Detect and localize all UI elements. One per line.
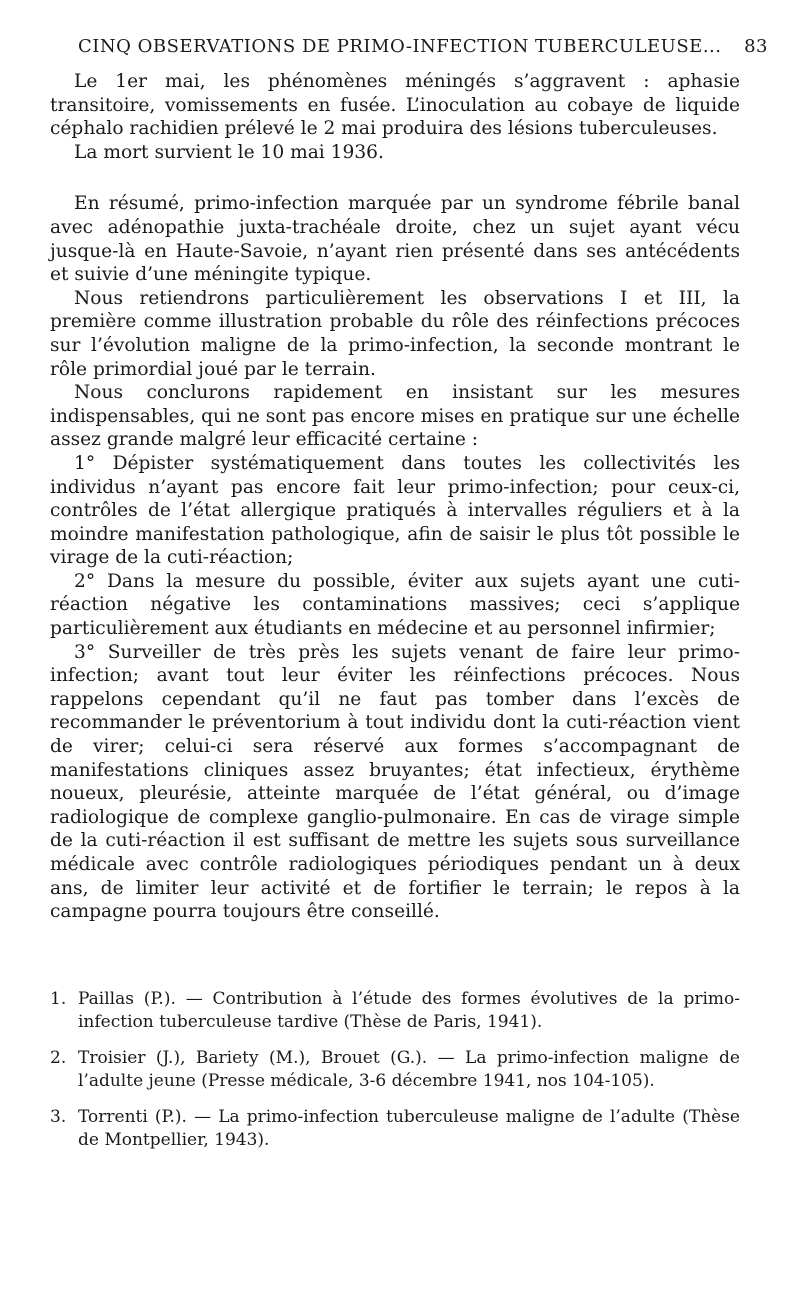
paragraph: Nous retiendrons particulièrement les observations I et III, la première comme illustration probable du rôle des réinfections précoces sur l’évolution maligne de la primo-infection, la seconde montrant le rôle primordial joué par le terrain.: [50, 287, 740, 380]
body-text: [50, 70, 740, 924]
footnote-number: 3.: [50, 1107, 67, 1127]
footnote-number: 2.: [50, 1048, 67, 1068]
footnote: [50, 1106, 740, 1151]
footnote: [50, 988, 740, 1033]
footnote-text: Torrenti (P.). — La primo-infection tuberculeuse maligne de l’adulte (Thèse de Montpellier, 1943).: [78, 1107, 740, 1150]
list-item: 1° Dépister systématiquement dans toutes les collectivités les individus n’ayant pas encore fait leur primo-infection; pour ceux-ci, contrôles de l’état allergique pratiqués à intervalles réguliers et à la moindre manifestation pathologique, afin de saisir le plus tôt possible le virage de la cuti-réaction;: [50, 452, 740, 569]
running-header: [78, 36, 768, 57]
footnote-text: Paillas (P.). — Contribution à l’étude des formes évolutives de la primo-infection tuberculeuse tardive (Thèse de Paris, 1941).: [78, 989, 740, 1032]
page-number: 83: [744, 36, 768, 57]
list-item: 2° Dans la mesure du possible, éviter aux sujets ayant une cuti-réaction négative les contaminations massives; ceci s’applique particulièrement aux étudiants en médecine et au personnel infirmier;: [50, 570, 740, 640]
footnotes: [50, 988, 740, 1165]
footnote-number: 1.: [50, 989, 67, 1009]
footnote-text: Troisier (J.), Bariety (M.), Brouet (G.). — La primo-infection maligne de l’adulte jeune (Presse médicale, 3-6 décembre 1941, nos 104-105).: [78, 1048, 740, 1091]
paragraph: La mort survient le 10 mai 1936.: [74, 141, 384, 163]
header-title: CINQ OBSERVATIONS DE PRIMO-INFECTION TUBERCULEUSE...: [78, 36, 722, 57]
paragraph: En résumé, primo-infection marquée par un syndrome fébrile banal avec adénopathie juxta-trachéale droite, chez un sujet ayant vécu jusque-là en Haute-Savoie, n’ayant rien présenté dans ses antécédents et suivie d’une méningite typique.: [50, 193, 740, 286]
footnote: [50, 1047, 740, 1092]
paragraph: Le 1er mai, les phénomènes méningés s’aggravent : aphasie transitoire, vomissements en fusée. L’inoculation au cobaye de liquide céphalo rachidien prélevé le 2 mai produira des lésions tuberculeuses.: [50, 71, 740, 140]
paragraph: Nous conclurons rapidement en insistant sur les mesures indispensables, qui ne sont pas encore mises en pratique sur une échelle assez grande malgré leur efficacité certaine :: [50, 382, 740, 451]
list-item: 3° Surveiller de très près les sujets venant de faire leur primo-infection; avant tout leur éviter les réinfections précoces. Nous rappelons cependant qu’il ne faut pas tomber dans l’excès de recommander le préventorium à tout individu dont la cuti-réaction vient de virer; celui-ci sera réservé aux formes s’accompagnant de manifestations cliniques assez bruyantes; état infectieux, érythème noueux, pleurésie, atteinte marquée de l’état général, ou d’image radiologique de complexe ganglio-pulmonaire. En cas de virage simple de la cuti-réaction il est suffisant de mettre les sujets sous surveillance médicale avec contrôle radiologiques périodiques pendant un à deux ans, de limiter leur activité et de fortifier le terrain; le repos à la campagne pourra toujours être conseillé.: [50, 641, 740, 923]
